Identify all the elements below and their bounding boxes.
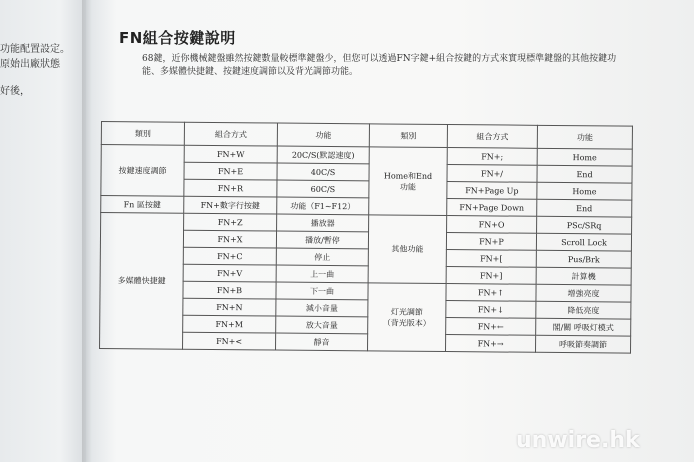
combo-cell: FN+< xyxy=(183,332,276,350)
combo-cell: FN+W xyxy=(184,145,277,163)
combo-cell: FN+↓ xyxy=(446,301,536,319)
header-function: 功能 xyxy=(277,123,369,147)
function-cell: 播放/暫停 xyxy=(276,231,368,249)
book-gutter xyxy=(82,0,92,462)
function-cell: 上一曲 xyxy=(276,265,368,283)
category-media: 多媒體快捷鍵 xyxy=(100,213,184,350)
function-cell: End xyxy=(537,199,632,217)
category-home-end xyxy=(369,147,448,216)
function-cell: Scroll Lock xyxy=(536,233,631,251)
page-title: FN組合按鍵說明 xyxy=(119,29,236,47)
category-backlight-line2: （背光版本） xyxy=(382,317,431,328)
category-home-end-line2: 功能 xyxy=(399,182,416,192)
function-cell: End xyxy=(537,165,632,183)
intro-paragraph: 68鍵，近你機械鍵盤雖然按鍵數量較標準鍵盤少，但您可以透過FN字鍵+組合按鍵的方式來實現標準鍵盤的其他按鍵功能、多媒體快捷鍵、按鍵速度調節以及背光調節功能。 xyxy=(142,54,617,77)
category-home-end-line1: Home和End xyxy=(383,170,433,181)
watermark: unwire.hk xyxy=(516,428,640,453)
category-backlight-line1: 灯光調節 xyxy=(390,307,423,317)
combo-cell: FN+; xyxy=(447,148,537,166)
combo-cell: FN+V xyxy=(183,264,276,282)
combo-cell: FN+O xyxy=(447,216,537,234)
function-cell: 下一曲 xyxy=(276,282,368,300)
function-cell: 增強亮度 xyxy=(536,284,631,302)
fn-combo-table xyxy=(99,121,633,354)
function-cell: 播放器 xyxy=(277,214,369,232)
combo-cell: FN+數字行按鍵 xyxy=(184,196,277,214)
combo-cell: FN+P xyxy=(446,233,536,251)
header-category: 類別 xyxy=(101,122,184,146)
function-cell: 20C/S(默認速度) xyxy=(277,146,369,164)
combo-cell: FN+← xyxy=(446,318,536,336)
function-cell: 40C/S xyxy=(277,163,369,181)
function-cell: 放大音量 xyxy=(276,316,368,334)
combo-cell: FN+] xyxy=(446,267,536,285)
combo-cell: FN+Page Up xyxy=(447,182,537,200)
header-combo: 組合方式 xyxy=(184,122,277,146)
combo-cell: FN+C xyxy=(183,247,276,265)
combo-cell: FN+Page Down xyxy=(447,199,537,217)
category-speed: 按鍵速度調節 xyxy=(101,145,184,197)
combo-cell: FN+[ xyxy=(446,250,536,268)
combo-cell: FN+E xyxy=(184,162,277,180)
combo-cell: FN+R xyxy=(184,179,277,197)
category-fn: Fn 區按鍵 xyxy=(101,196,184,214)
category-backlight xyxy=(368,283,447,352)
function-cell: 停止 xyxy=(276,248,368,266)
header-category: 類別 xyxy=(369,124,447,148)
category-other: 其他功能 xyxy=(368,215,447,284)
combo-cell: FN+Z xyxy=(184,213,277,231)
function-cell: 60C/S xyxy=(277,180,369,198)
header-function: 功能 xyxy=(537,125,632,149)
combo-cell: FN+N xyxy=(183,298,276,316)
combo-cell: FN+↑ xyxy=(446,284,536,302)
function-cell: 計算機 xyxy=(536,267,631,285)
left-page xyxy=(0,0,86,462)
combo-cell: FN+B xyxy=(183,281,276,299)
combo-cell: FN+X xyxy=(183,230,276,248)
function-cell: 減小音量 xyxy=(276,299,368,317)
left-page-line: 好後， xyxy=(0,86,30,97)
function-cell: 靜音 xyxy=(276,333,368,351)
function-cell: 閣/關 呼吸灯模式 xyxy=(536,318,631,336)
function-cell: Pus/Brk xyxy=(536,250,631,268)
header-combo: 組合方式 xyxy=(447,125,537,149)
function-cell: Home xyxy=(537,148,632,166)
function-cell: 呼吸節奏調節 xyxy=(535,335,630,353)
left-page-line: 功能配置設定。 xyxy=(0,44,70,55)
function-cell: Home xyxy=(537,182,632,200)
function-cell: PSc/SRq xyxy=(537,216,632,234)
combo-cell: FN+M xyxy=(183,315,276,333)
combo-cell: FN+/ xyxy=(447,165,537,183)
function-cell: 降低亮度 xyxy=(536,301,631,319)
function-cell: 功能（F1~F12） xyxy=(277,197,369,215)
left-page-line: 原始出廠狀態 xyxy=(0,59,60,70)
combo-cell: FN+→ xyxy=(446,335,536,353)
